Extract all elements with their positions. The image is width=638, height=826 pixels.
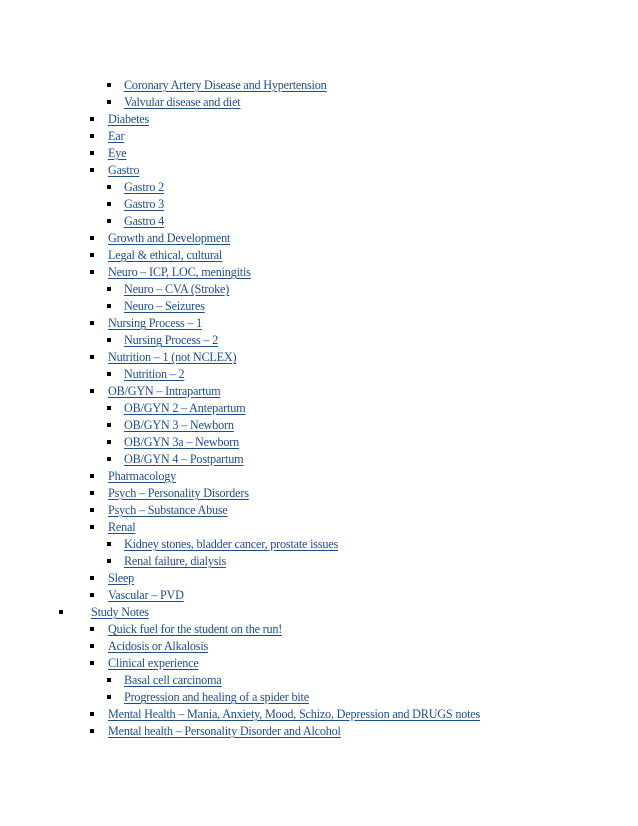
outline-link[interactable]: OB/GYN 2 – Antepartum (124, 401, 246, 415)
outline-link[interactable]: Gastro 3 (124, 197, 165, 211)
bullet-icon (59, 610, 63, 614)
bullet-icon (107, 287, 111, 291)
list-item (0, 213, 638, 230)
bullet-icon (107, 423, 111, 427)
list-item (0, 281, 638, 298)
bullet-icon (90, 134, 94, 138)
outline-link[interactable]: Renal failure, dialysis (124, 554, 227, 568)
list-item (0, 604, 638, 621)
list-item (0, 689, 638, 706)
list-item (0, 553, 638, 570)
outline-link[interactable]: Progression and healing of a spider bite (124, 690, 309, 704)
outline-link[interactable]: Sleep (108, 571, 135, 585)
outline-link[interactable]: Vascular – PVD (108, 588, 184, 602)
outline-link[interactable]: Kidney stones, bladder cancer, prostate issues (124, 537, 339, 551)
list-item (0, 536, 638, 553)
list-item (0, 706, 638, 723)
list-item (0, 570, 638, 587)
bullet-icon (107, 304, 111, 308)
list-item (0, 400, 638, 417)
bullet-icon (90, 491, 94, 495)
outline-link[interactable]: Nutrition – 1 (not NCLEX) (108, 350, 237, 364)
outline-link[interactable]: Psych – Personality Disorders (108, 486, 249, 500)
outline-link[interactable]: OB/GYN – Intrapartum (108, 384, 221, 398)
outline-link[interactable]: Clinical experience (108, 656, 199, 670)
list-item (0, 179, 638, 196)
outline-link[interactable]: Acidosis or Alkalosis (108, 639, 209, 653)
outline-link[interactable]: Nursing Process – 1 (108, 316, 203, 330)
outline-link[interactable]: Valvular disease and diet (124, 95, 241, 109)
list-item (0, 196, 638, 213)
outline-link[interactable]: Quick fuel for the student on the run! (108, 622, 283, 636)
outline-link[interactable]: Mental health – Personality Disorder and Alcohol (108, 724, 341, 738)
outline-link[interactable]: OB/GYN 3 – Newborn (124, 418, 234, 432)
bullet-icon (90, 712, 94, 716)
outline-link[interactable]: Neuro – Seizures (124, 299, 205, 313)
list-item (0, 468, 638, 485)
list-item (0, 451, 638, 468)
list-item (0, 434, 638, 451)
list-item (0, 111, 638, 128)
list-item (0, 315, 638, 332)
outline-link[interactable]: Gastro 4 (124, 214, 165, 228)
list-item (0, 502, 638, 519)
list-item (0, 77, 638, 94)
list-item (0, 230, 638, 247)
list-item (0, 264, 638, 281)
bullet-icon (90, 627, 94, 631)
bullet-icon (90, 576, 94, 580)
bullet-icon (107, 542, 111, 546)
bullet-icon (90, 236, 94, 240)
list-item (0, 298, 638, 315)
bullet-icon (107, 695, 111, 699)
bullet-icon (90, 729, 94, 733)
bullet-icon (107, 372, 111, 376)
list-item (0, 672, 638, 689)
bullet-icon (107, 83, 111, 87)
bullet-icon (107, 440, 111, 444)
list-item (0, 332, 638, 349)
outline-link[interactable]: Gastro (108, 163, 140, 177)
outline-link[interactable]: Nursing Process – 2 (124, 333, 219, 347)
list-item (0, 723, 638, 740)
outline-link[interactable]: Renal (108, 520, 136, 534)
bullet-icon (90, 253, 94, 257)
outline-link[interactable]: Pharmacology (108, 469, 176, 483)
outline-link[interactable]: OB/GYN 4 – Postpartum (124, 452, 244, 466)
bullet-icon (90, 151, 94, 155)
bullet-icon (107, 100, 111, 104)
bullet-icon (107, 219, 111, 223)
list-item (0, 638, 638, 655)
bullet-icon (107, 185, 111, 189)
outline-link[interactable]: Eye (108, 146, 127, 160)
bullet-icon (90, 644, 94, 648)
outline-link[interactable]: Legal & ethical, cultural (108, 248, 223, 262)
bullet-icon (90, 525, 94, 529)
bullet-icon (107, 202, 111, 206)
list-item (0, 94, 638, 111)
list-item (0, 383, 638, 400)
outline-link[interactable]: Coronary Artery Disease and Hypertension (124, 78, 327, 92)
list-item (0, 162, 638, 179)
outline-link[interactable]: Ear (108, 129, 125, 143)
bullet-icon (90, 355, 94, 359)
outline-link[interactable]: Neuro – ICP, LOC, meningitis (108, 265, 251, 279)
outline-link[interactable]: Basal cell carcinoma (124, 673, 222, 687)
bullet-icon (107, 338, 111, 342)
list-item (0, 655, 638, 672)
bullet-icon (90, 117, 94, 121)
outline-link[interactable]: Growth and Development (108, 231, 231, 245)
bullet-icon (90, 321, 94, 325)
list-item (0, 366, 638, 383)
list-item (0, 417, 638, 434)
outline-link[interactable]: Mental Health – Mania, Anxiety, Mood, Schizo, Depression and DRUGS notes (108, 707, 481, 721)
list-item (0, 349, 638, 366)
bullet-icon (107, 559, 111, 563)
bullet-icon (90, 593, 94, 597)
outline-link[interactable]: Gastro 2 (124, 180, 165, 194)
list-item (0, 485, 638, 502)
outline-link[interactable]: Neuro – CVA (Stroke) (124, 282, 230, 296)
bullet-icon (90, 389, 94, 393)
outline-link[interactable]: Study Notes (91, 605, 149, 619)
list-item (0, 145, 638, 162)
bullet-icon (107, 406, 111, 410)
bullet-icon (107, 678, 111, 682)
bullet-icon (90, 474, 94, 478)
outline-list (0, 77, 638, 740)
outline-link[interactable]: OB/GYN 3a – Newborn (124, 435, 240, 449)
outline-link[interactable]: Nutrition – 2 (124, 367, 185, 381)
outline-link[interactable]: Psych – Substance Abuse (108, 503, 228, 517)
list-item (0, 247, 638, 264)
list-item (0, 128, 638, 145)
bullet-icon (90, 661, 94, 665)
bullet-icon (90, 168, 94, 172)
bullet-icon (90, 508, 94, 512)
bullet-icon (90, 270, 94, 274)
list-item (0, 587, 638, 604)
list-item (0, 621, 638, 638)
list-item (0, 519, 638, 536)
outline-link[interactable]: Diabetes (108, 112, 150, 126)
bullet-icon (107, 457, 111, 461)
